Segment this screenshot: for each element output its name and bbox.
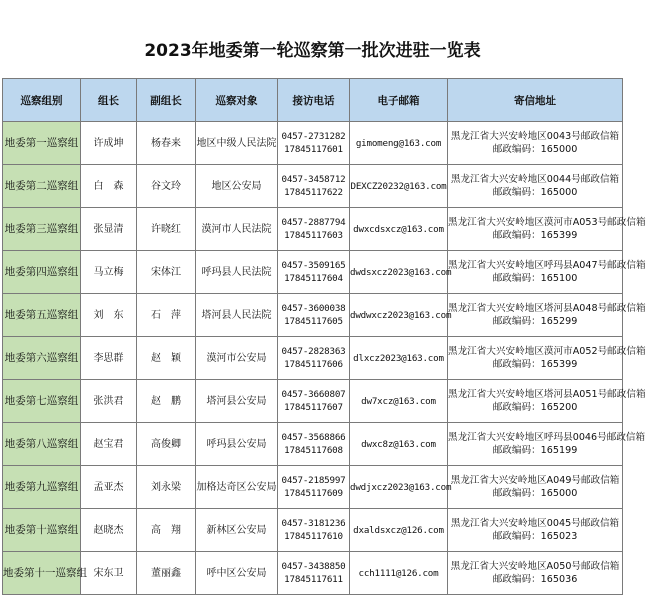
group-name: 地委第十巡察组 [4,523,79,536]
postal-code: 邮政编码：165199 [492,445,578,456]
target-cell [196,208,278,251]
group-cell [3,208,81,251]
phone-cell [278,251,350,294]
leader-name: 赵晓杰 [93,524,124,536]
header-email: 电子邮箱 [350,79,448,122]
email-address: dw7xcz@163.com [361,395,436,407]
postal-code: 邮政编码：165000 [492,488,578,499]
leader-cell [81,122,137,165]
table-header-row [3,79,623,122]
group-name: 地委第二巡察组 [4,179,79,192]
group-cell [3,294,81,337]
target-cell [196,165,278,208]
inspection-target: 呼中区公安局 [206,567,267,579]
deputy-cell [137,251,196,294]
phone-cell [278,552,350,595]
mailing-address: 黑龙江省大兴安岭地区漠河市A052号邮政信箱 [448,346,646,357]
mailing-address: 黑龙江省大兴安岭地区A050号邮政信箱 [450,561,620,572]
group-name: 地委第七巡察组 [4,394,79,407]
email-address: DEXCZ20232@163.com [350,180,447,192]
deputy-cell [137,380,196,423]
phone-cell [278,122,350,165]
group-cell [3,423,81,466]
email-cell [350,294,452,337]
leader-name: 孟亚杰 [93,481,124,493]
address-cell [448,380,646,423]
address-cell [448,251,646,294]
email-address: dwxcdsxcz@163.com [353,223,444,235]
group-cell [3,466,81,509]
leader-cell [81,251,137,294]
address-cell [448,208,646,251]
email-cell [350,208,448,251]
target-cell [196,251,278,294]
email-cell [350,509,448,552]
group-name: 地委第三巡察组 [4,222,79,235]
phone-cell [278,466,350,509]
email-cell [350,337,448,380]
deputy-cell [137,509,196,552]
mailing-address: 黑龙江省大兴安岭地区0043号邮政信箱 [450,131,620,142]
leader-cell [81,165,137,208]
address-cell [448,466,623,509]
email-address: dwdwxcz2023@163.com [350,309,452,321]
table-row [3,165,623,208]
postal-code: 邮政编码：165023 [492,531,578,542]
deputy-cell [137,165,196,208]
header-group: 巡察组别 [3,79,81,122]
target-cell [196,337,278,380]
inspection-target: 塔河县人民法院 [201,309,272,321]
header-phone: 接访电话 [278,79,350,122]
leader-cell [81,208,137,251]
landline-phone: 0457-2887794 [281,217,346,228]
phone-cell [278,165,350,208]
group-name: 地委第十一巡察组 [3,566,87,579]
postal-code: 邮政编码：165000 [492,187,578,198]
leader-cell [81,509,137,552]
address-cell [448,165,623,208]
mobile-phone: 17845117606 [284,359,343,370]
inspection-target: 漠河市人民法院 [201,223,272,235]
postal-code: 邮政编码：165000 [492,144,578,155]
deputy-name: 高 翔 [151,524,181,536]
mobile-phone: 17845117610 [284,531,343,542]
email-cell [350,122,448,165]
group-cell [3,122,81,165]
mobile-phone: 17845117609 [284,488,343,499]
inspection-target: 呼玛县人民法院 [201,266,272,278]
email-address: dwdjxcz2023@163.com [350,481,452,493]
group-cell [3,509,81,552]
leader-name: 刘 东 [93,309,124,321]
table-row [3,509,623,552]
target-cell [196,294,278,337]
mobile-phone: 17845117603 [284,230,343,241]
landline-phone: 0457-3568866 [281,432,346,443]
table-row [3,122,623,165]
table-row [3,251,623,294]
table-row [3,552,623,595]
group-cell [3,165,81,208]
group-name: 地委第九巡察组 [4,480,79,493]
mobile-phone: 17845117601 [284,144,343,155]
landline-phone: 0457-2185997 [281,475,346,486]
landline-phone: 0457-3181236 [281,518,346,529]
mailing-address: 黑龙江省大兴安岭地区漠河市A053号邮政信箱 [448,217,646,228]
phone-cell [278,380,350,423]
group-cell [3,251,81,294]
target-cell [196,466,278,509]
deputy-cell [137,337,196,380]
table-row [3,466,623,509]
phone-cell [278,294,350,337]
mailing-address: 黑龙江省大兴安岭地区0044号邮政信箱 [450,174,620,185]
address-cell [448,423,646,466]
group-cell [3,337,81,380]
landline-phone: 0457-3660807 [281,389,346,400]
email-cell [350,380,448,423]
inspection-target: 塔河县公安局 [206,395,267,407]
header-leader: 组长 [81,79,137,122]
postal-code: 邮政编码：165299 [492,316,578,327]
table-row [3,337,623,380]
mobile-phone: 17845117622 [284,187,343,198]
deputy-name: 杨春来 [151,137,181,149]
address-cell [448,337,646,380]
leader-cell [81,380,137,423]
table-row [3,294,623,337]
phone-cell [278,337,350,380]
roster-table [2,78,646,595]
email-cell [350,423,448,466]
landline-phone: 0457-3600038 [281,303,346,314]
deputy-cell [137,208,196,251]
deputy-cell [137,122,196,165]
leader-cell [81,552,137,595]
address-cell [448,294,646,337]
deputy-name: 石 萍 [151,309,181,321]
mobile-phone: 17845117611 [284,574,343,585]
table-row [3,380,623,423]
leader-name: 张洪君 [93,395,124,407]
email-cell [350,251,452,294]
deputy-name: 许晓红 [151,223,181,235]
deputy-cell [137,552,196,595]
mailing-address: 黑龙江省大兴安岭地区呼玛县A047号邮政信箱 [448,260,646,271]
email-cell [350,165,448,208]
leader-cell [81,337,137,380]
landline-phone: 0457-3509165 [281,260,346,271]
email-address: dxaldsxcz@126.com [353,524,444,536]
inspection-target: 新林区公安局 [206,524,267,536]
page-title: 2023年地委第一轮巡察第一批次进驻一览表 [144,41,481,61]
header-deputy: 副组长 [137,79,196,122]
leader-name: 张显清 [93,223,124,235]
deputy-name: 刘永梁 [151,481,181,493]
inspection-target: 加格达奇区公安局 [196,481,277,493]
postal-code: 邮政编码：165399 [492,359,578,370]
email-address: dwdsxcz2023@163.com [350,266,452,278]
target-cell [196,380,278,423]
inspection-target: 呼玛县公安局 [206,438,267,450]
deputy-name: 宋体江 [151,266,181,278]
leader-name: 白 森 [93,180,124,192]
email-cell [350,466,452,509]
deputy-cell [137,466,196,509]
deputy-name: 谷文玲 [151,180,181,192]
leader-cell [81,466,137,509]
landline-phone: 0457-3438850 [281,561,346,572]
email-cell [350,552,448,595]
mailing-address: 黑龙江省大兴安岭地区塔河县A048号邮政信箱 [448,303,646,314]
address-cell [448,552,623,595]
inspection-target: 漠河市公安局 [206,352,267,364]
header-address: 寄信地址 [448,79,623,122]
email-address: dlxcz2023@163.com [353,352,444,364]
mailing-address: 黑龙江省大兴安岭地区呼玛县0046号邮政信箱 [448,432,646,443]
target-cell [196,423,278,466]
phone-cell [278,208,350,251]
mailing-address: 黑龙江省大兴安岭地区A049号邮政信箱 [450,475,620,486]
header-target: 巡察对象 [196,79,278,122]
table-row [3,423,623,466]
group-name: 地委第四巡察组 [4,265,79,278]
target-cell [196,509,278,552]
postal-code: 邮政编码：165399 [492,230,578,241]
email-address: dwxc8z@163.com [361,438,436,450]
postal-code: 邮政编码：165200 [492,402,578,413]
group-name: 地委第八巡察组 [4,437,79,450]
leader-cell [81,294,137,337]
inspection-target: 地区公安局 [211,180,262,192]
deputy-name: 高俊卿 [151,438,181,450]
email-address: cch1111@126.com [358,567,439,579]
target-cell [196,122,278,165]
group-cell [3,380,81,423]
leader-cell [81,423,137,466]
leader-name: 赵宝君 [93,438,124,450]
landline-phone: 0457-3458712 [281,174,346,185]
leader-name: 宋东卫 [93,567,124,579]
mobile-phone: 17845117605 [284,316,343,327]
mobile-phone: 17845117608 [284,445,343,456]
mailing-address: 黑龙江省大兴安岭地区塔河县A051号邮政信箱 [448,389,646,400]
group-name: 地委第五巡察组 [4,308,79,321]
phone-cell [278,423,350,466]
address-cell [448,122,623,165]
group-cell [3,552,87,595]
group-name: 地委第一巡察组 [4,136,79,149]
deputy-name: 赵 鹏 [151,395,181,407]
inspection-target: 地区中级人民法院 [196,137,277,149]
mobile-phone: 17845117604 [284,273,343,284]
mailing-address: 黑龙江省大兴安岭地区0045号邮政信箱 [450,518,620,529]
target-cell [196,552,278,595]
postal-code: 邮政编码：165100 [492,273,578,284]
mobile-phone: 17845117607 [284,402,343,413]
phone-cell [278,509,350,552]
address-cell [448,509,623,552]
email-address: gimomeng@163.com [355,137,442,149]
deputy-name: 赵 颖 [151,352,181,364]
deputy-cell [137,294,196,337]
leader-name: 李思群 [93,352,124,364]
landline-phone: 0457-2731282 [281,131,346,142]
deputy-cell [137,423,196,466]
leader-name: 马立梅 [93,266,124,278]
group-name: 地委第六巡察组 [4,351,79,364]
table-row [3,208,623,251]
postal-code: 邮政编码：165036 [492,574,578,585]
deputy-name: 董丽鑫 [151,567,181,579]
landline-phone: 0457-2828363 [281,346,346,357]
leader-name: 许成坤 [93,137,124,149]
